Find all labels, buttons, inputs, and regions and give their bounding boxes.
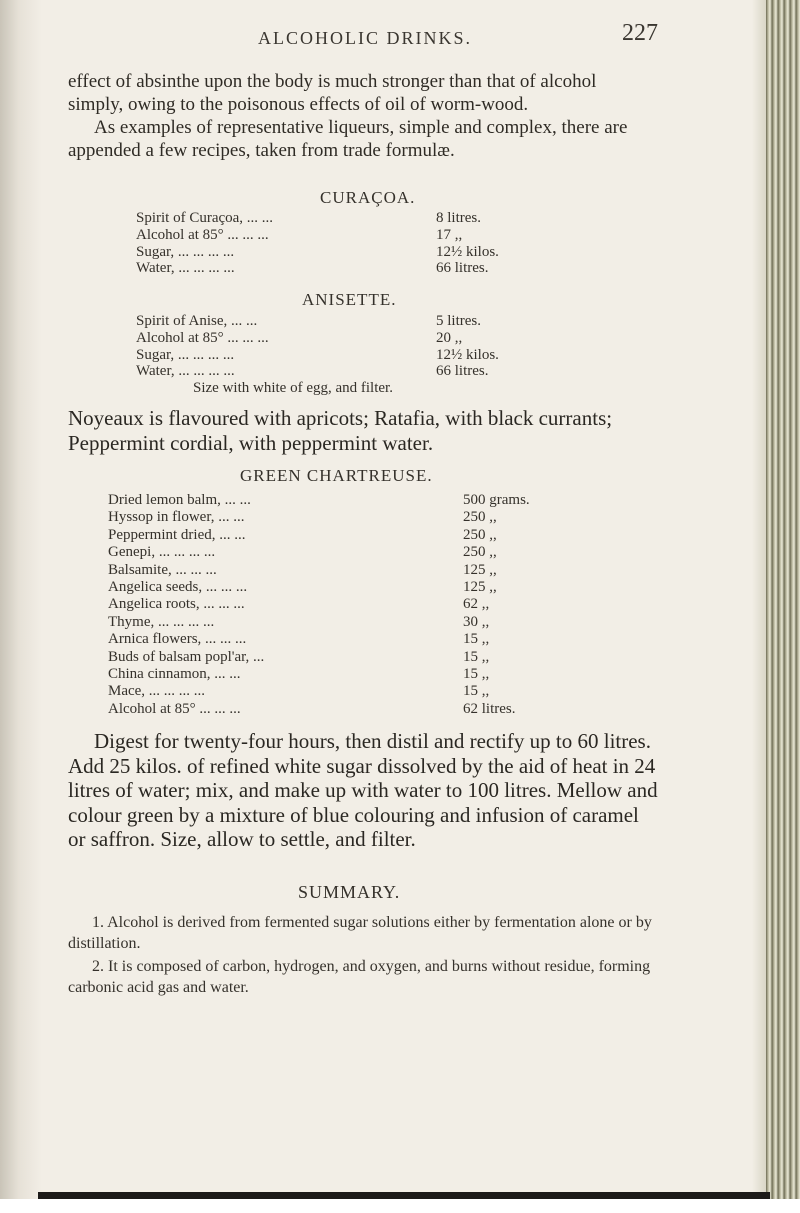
ingredient-name: Spirit of Curaçoa, ... ...: [136, 210, 274, 226]
ingredient-name: Peppermint dried, ... ...: [108, 526, 246, 543]
ingredient-quantity: 30 ,,: [463, 613, 490, 630]
ingredient-quantity: 15 ,,: [463, 665, 490, 682]
anisette-note: Size with white of egg, and filter.: [193, 380, 393, 397]
summary-list: [68, 912, 658, 1000]
ingredient-quantity: 62 ,,: [463, 596, 490, 613]
chartreuse-row: [108, 631, 608, 648]
ingredient-quantity: 500 grams.: [463, 492, 530, 508]
summary-item: 1. Alcohol is derived from fermented sugar solutions either by fermentation alone or by distillation.: [68, 914, 652, 952]
ingredient-name: Thyme, ... ... ... ...: [108, 613, 215, 630]
anisette-recipe: [136, 313, 556, 397]
ingredient-quantity: 8 litres.: [436, 210, 481, 226]
ingredient-name: Angelica roots, ... ... ...: [108, 596, 245, 613]
ingredient-quantity: 125 ,,: [463, 578, 497, 595]
ingredient-quantity: 15 ,,: [463, 648, 490, 665]
ingredient-name: Water, ... ... ... ...: [136, 363, 235, 380]
ingredient-name: Genepi, ... ... ... ...: [108, 544, 216, 561]
ingredient-name: Arnica flowers, ... ... ...: [108, 631, 247, 648]
curacoa-heading: CURAÇOA.: [320, 188, 416, 207]
ingredient-name: Mace, ... ... ... ...: [108, 683, 206, 700]
anisette-row: [136, 363, 556, 380]
ingredient-quantity: 15 ,,: [463, 631, 490, 648]
ingredient-quantity: 62 litres.: [463, 700, 516, 717]
ingredient-quantity: 20 ,,: [436, 329, 463, 346]
ingredient-quantity: 5 litres.: [436, 313, 481, 329]
summary-heading: SUMMARY.: [298, 882, 401, 902]
curacoa-row: [136, 210, 556, 227]
chartreuse-heading: GREEN CHARTREUSE.: [240, 466, 433, 485]
anisette-row: [136, 330, 556, 347]
paragraph-noyeaux: Noyeaux is flavoured with apricots; Ratafia, with black currants; Peppermint cordial, with peppermint water.: [68, 406, 613, 455]
ingredient-name: Spirit of Anise, ... ...: [136, 313, 258, 329]
anisette-note-row: [136, 380, 556, 397]
ingredient-name: Hyssop in flower, ... ...: [108, 509, 245, 526]
ingredient-quantity: 12½ kilos.: [436, 346, 499, 363]
anisette-heading: ANISETTE.: [302, 290, 397, 309]
ingredient-name: Dried lemon balm, ... ...: [108, 492, 251, 508]
curacoa-row: [136, 244, 556, 261]
running-head: ALCOHOLIC DRINKS.: [258, 28, 472, 48]
chartreuse-row: [108, 562, 608, 579]
ingredient-name: Angelica seeds, ... ... ...: [108, 578, 248, 595]
paragraph-absinthe: effect of absinthe upon the body is much stronger than that of alcohol simply, owing to the poisonous effects of oil of worm-wood.: [68, 71, 597, 115]
ingredient-quantity: 250 ,,: [463, 526, 497, 543]
page-bottom-edge: [0, 1199, 800, 1213]
paragraph-digest: Digest for twenty-four hours, then distil and rectify up to 60 litres. Add 25 kilos. of refined white sugar dissolved by the aid of heat in 24 litres of water; mix, and make up with water to 100 litres. Mellow and colour green by a mixture of blue colouring and infusion of caramel or saffron. Size, allow to settle, and filter.: [68, 729, 658, 851]
chartreuse-row: [108, 683, 608, 700]
chartreuse-row: [108, 596, 608, 613]
chartreuse-row: [108, 509, 608, 526]
paragraph-examples: As examples of representative liqueurs, simple and complex, there are appended a few recipes, taken from trade formulæ.: [68, 117, 628, 161]
ingredient-name: Sugar, ... ... ... ...: [136, 346, 235, 363]
ingredient-quantity: 66 litres.: [436, 363, 489, 380]
chartreuse-recipe: [108, 492, 608, 718]
chartreuse-row: [108, 492, 608, 509]
ingredient-name: Water, ... ... ... ...: [136, 260, 235, 277]
ingredient-name: Alcohol at 85° ... ... ...: [108, 700, 241, 717]
curacoa-row: [136, 260, 556, 277]
page-stack-edge: [766, 0, 800, 1213]
summary-item: 2. It is composed of carbon, hydrogen, and oxygen, and burns without residue, forming carbonic acid gas and water.: [68, 958, 651, 996]
chartreuse-row: [108, 614, 608, 631]
chartreuse-row: [108, 544, 608, 561]
chartreuse-row: [108, 579, 608, 596]
chartreuse-row: [108, 527, 608, 544]
ingredient-name: Balsamite, ... ... ...: [108, 561, 217, 578]
ingredient-name: Alcohol at 85° ... ... ...: [136, 329, 269, 346]
ingredient-name: Buds of balsam popl'ar, ...: [108, 648, 265, 665]
ingredient-name: Alcohol at 85° ... ... ...: [136, 226, 269, 243]
anisette-row: [136, 313, 556, 330]
page-edge-fade: [752, 0, 766, 1213]
ingredient-quantity: 125 ,,: [463, 561, 497, 578]
curacoa-row: [136, 227, 556, 244]
chartreuse-row: [108, 701, 608, 718]
ingredient-quantity: 17 ,,: [436, 226, 463, 243]
ingredient-quantity: 66 litres.: [436, 260, 489, 277]
ingredient-quantity: 12½ kilos.: [436, 243, 499, 260]
chartreuse-row: [108, 649, 608, 666]
ingredient-name: Sugar, ... ... ... ...: [136, 243, 235, 260]
page-number: 227: [622, 20, 658, 46]
curacoa-recipe: [136, 210, 556, 277]
ingredient-quantity: 250 ,,: [463, 544, 497, 561]
ingredient-quantity: 15 ,,: [463, 683, 490, 700]
chartreuse-row: [108, 666, 608, 683]
ingredient-quantity: 250 ,,: [463, 509, 497, 526]
binding-shadow: [0, 0, 42, 1213]
bottom-rule: [38, 1192, 770, 1199]
anisette-row: [136, 347, 556, 364]
ingredient-name: China cinnamon, ... ...: [108, 665, 241, 682]
